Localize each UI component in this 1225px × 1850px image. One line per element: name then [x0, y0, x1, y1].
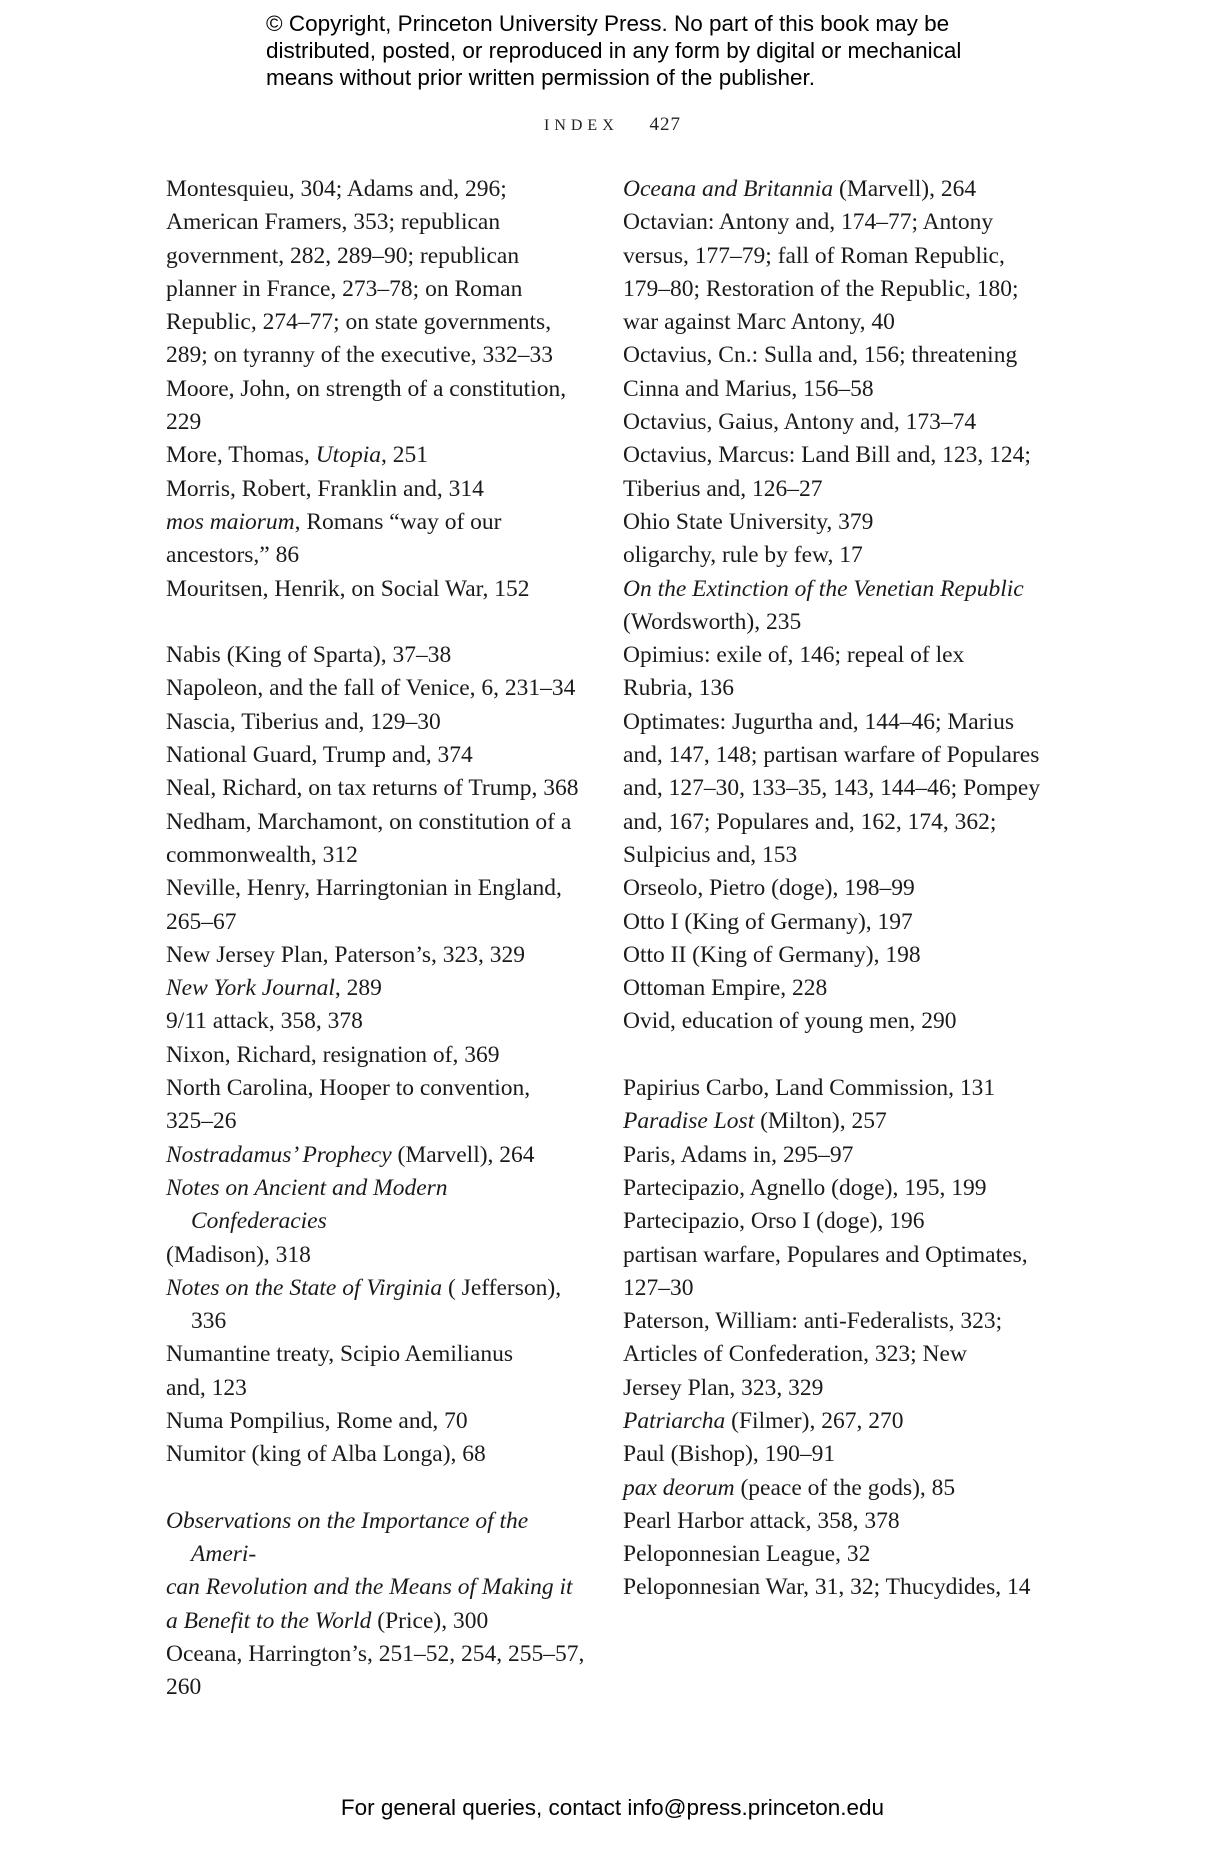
index-entry-text: Tiberius and, 126–27 — [623, 475, 823, 502]
index-entry-text: Peloponnesian War, 31, 32; Thucydides, 14 — [623, 1574, 1031, 1601]
index-entry-text: Opimius: exile of, 146; repeal of lex — [623, 642, 965, 669]
index-entry-text: Morris, Robert, Franklin and, 314 — [166, 475, 484, 502]
copyright-line: © Copyright, Princeton University Press. No part of this book may be — [266, 11, 950, 36]
index-entry — [166, 872, 586, 939]
page-number: 427 — [649, 114, 681, 135]
index-column-right — [623, 173, 1043, 1605]
index-entry — [623, 939, 1043, 972]
index-entry-text: More, Thomas, — [166, 442, 316, 469]
index-entry — [166, 173, 586, 373]
index-entry-text: Republic, 274–77; on state governments, — [166, 309, 552, 336]
index-entry — [623, 972, 1043, 1005]
index-entry-italic: Notes on Ancient and Modern Confederacies — [166, 1174, 448, 1235]
index-entry-text: (Milton), 257 — [754, 1108, 887, 1135]
index-entry-italic: Oceana and Britannia — [623, 176, 834, 202]
index-entry-text: Nascia, Tiberius and, 129–30 — [166, 708, 441, 735]
index-entry — [166, 1072, 586, 1139]
index-entry-text: Orseolo, Pietro (doge), 198–99 — [623, 875, 915, 902]
index-entry-text: Pearl Harbor attack, 358, 378 — [623, 1507, 900, 1534]
index-entry-text: Articles of Confederation, 323; New — [623, 1341, 967, 1368]
index-entry — [623, 506, 1043, 539]
index-entry-italic: On the Extinction of the Venetian Republic — [623, 575, 1024, 602]
index-entry-text: commonwealth, 312 — [166, 841, 358, 868]
index-entry — [623, 1571, 1043, 1604]
index-entry-italic: mos maiorum — [166, 508, 295, 535]
index-entry-italic: Paradise Lost — [623, 1108, 755, 1135]
index-entry-text: 260 — [166, 1674, 202, 1701]
index-entry — [166, 672, 586, 705]
index-entry-text: ( Jefferson), 336 — [191, 1274, 562, 1335]
index-entry-text: (Wordsworth), 235 — [623, 608, 802, 635]
index-entry-text: Paterson, William: anti-Federalists, 323; — [623, 1308, 1003, 1335]
index-entry-text: Papirius Carbo, Land Commission, 131 — [623, 1075, 996, 1102]
index-entry-text: Optimates: Jugurtha and, 144–46; Marius — [623, 708, 1014, 735]
index-entry-text: (Marvell), 264 — [391, 1141, 535, 1168]
index-entry — [166, 439, 586, 472]
index-entry-text: Partecipazio, Agnello (doge), 195, 199 — [623, 1174, 987, 1201]
index-entry-text: (Madison), 318 — [166, 1241, 311, 1268]
index-entry-text: Partecipazio, Orso I (doge), 196 — [623, 1208, 925, 1235]
index-entry — [623, 1139, 1043, 1172]
index-entry-text: 127–30 — [623, 1274, 694, 1301]
index-entry — [623, 439, 1043, 506]
index-entry-italic: Notes on the State of Virginia — [166, 1274, 443, 1301]
index-entry-text: versus, 177–79; fall of Roman Republic, — [623, 242, 1005, 269]
index-entry — [166, 1405, 586, 1438]
index-entry-italic: a Benefit to the World — [166, 1607, 372, 1634]
index-entry-text: Rubria, 136 — [623, 675, 734, 702]
index-entry — [623, 1239, 1043, 1306]
index-entry-text: 325–26 — [166, 1108, 237, 1135]
index-entry-text: and, 123 — [166, 1374, 247, 1401]
index-entry — [623, 1305, 1043, 1405]
index-entry — [166, 706, 586, 739]
copyright-line: distributed, posted, or reproduced in any form by digital or mechanical — [266, 38, 962, 63]
index-entry-text: and, 167; Populares and, 162, 174, 362; — [623, 808, 997, 835]
index-entry — [623, 1538, 1043, 1571]
index-entry — [166, 739, 586, 772]
index-entry — [166, 373, 586, 440]
index-entry-text: 265–67 — [166, 908, 237, 935]
index-entry-italic: Utopia — [315, 442, 381, 469]
index-entry — [623, 539, 1043, 572]
index-entry-text: ancestors,” 86 — [166, 542, 300, 569]
index-entry-text: Moore, John, on strength of a constitution, — [166, 375, 567, 402]
index-column-left — [166, 173, 586, 1705]
index-entry-text: Oceana, Harrington’s, 251–52, 254, 255–57, — [166, 1641, 585, 1668]
index-entry-text: planner in France, 273–78; on Roman — [166, 275, 523, 302]
index-entry-text: Sulpicius and, 153 — [623, 841, 798, 868]
index-entry-text: National Guard, Trump and, 374 — [166, 742, 473, 769]
index-entry-text: Ottoman Empire, 228 — [623, 975, 828, 1002]
index-entry — [623, 173, 1043, 206]
index-entry-italic: can Revolution and the Means of Making it — [166, 1574, 573, 1601]
index-entry-italic: Nostradamus’ Prophecy — [166, 1141, 392, 1168]
index-entry-text: Nedham, Marchamont, on constitution of a — [166, 808, 572, 835]
index-entry-text: 229 — [166, 409, 202, 436]
index-entry-text: Montesquieu, 304; Adams and, 296; — [166, 176, 507, 202]
index-entry — [623, 1172, 1043, 1205]
index-entry-text: Octavian: Antony and, 174–77; Antony — [623, 209, 994, 236]
running-head — [0, 114, 1225, 136]
index-entry — [166, 1005, 586, 1038]
index-entry-text: (Price), 300 — [371, 1607, 489, 1634]
index-entry — [623, 906, 1043, 939]
index-entry — [623, 206, 1043, 339]
index-entry-italic: Patriarcha — [623, 1407, 726, 1434]
index-entry — [623, 1438, 1043, 1471]
index-entry-text: Napoleon, and the fall of Venice, 6, 231–34 — [166, 675, 576, 702]
index-entry-text: Ohio State University, 379 — [623, 508, 874, 535]
index-entry-text: (Filmer), 267, 270 — [725, 1407, 904, 1434]
footer-contact: For general queries, contact info@press.princeton.edu — [340, 1795, 885, 1820]
index-entry-text: , 251 — [380, 442, 428, 469]
index-entry-text: Octavius, Cn.: Sulla and, 156; threatening — [623, 342, 1018, 369]
index-entry — [166, 573, 586, 606]
index-entry — [623, 1005, 1043, 1038]
index-entry — [166, 1039, 586, 1072]
index-entry — [166, 1272, 586, 1339]
index-entry — [166, 506, 586, 573]
index-entry-text: Numa Pompilius, Rome and, 70 — [166, 1407, 468, 1434]
index-entry-text: oligarchy, rule by few, 17 — [623, 542, 863, 569]
letter-section-gap — [166, 1472, 586, 1505]
index-entry-italic: New York Journal — [166, 975, 335, 1002]
index-entry — [166, 1505, 586, 1638]
index-entry-text: 9/11 attack, 358, 378 — [166, 1008, 363, 1035]
index-entry-text: Mouritsen, Henrik, on Social War, 152 — [166, 575, 530, 602]
index-entry-italic: pax deorum — [623, 1474, 735, 1501]
index-entry-text: Ovid, education of young men, 290 — [623, 1008, 957, 1035]
index-entry — [166, 939, 586, 972]
index-entry-text: and, 127–30, 133–35, 143, 144–46; Pompey — [623, 775, 1041, 802]
index-entry-text: North Carolina, Hooper to convention, — [166, 1075, 531, 1102]
index-entry — [166, 1172, 586, 1272]
index-entry-text: partisan warfare, Populares and Optimates, — [623, 1241, 1028, 1268]
index-entry — [623, 1472, 1043, 1505]
index-entry — [166, 1638, 586, 1705]
index-entry-text: government, 282, 289–90; republican — [166, 242, 520, 269]
index-entry — [623, 406, 1043, 439]
index-entry — [166, 639, 586, 672]
index-entry — [166, 1438, 586, 1471]
index-entry-text: , Romans “way of our — [294, 508, 502, 535]
index-entry-text: 179–80; Restoration of the Republic, 180; — [623, 275, 1019, 302]
index-entry-italic: Observations on the Importance of the Ameri- — [166, 1507, 529, 1568]
copyright-line: means without prior written permission of the publisher. — [266, 65, 816, 90]
index-entry-text: Otto II (King of Germany), 198 — [623, 941, 921, 968]
index-entry-text: Octavius, Gaius, Antony and, 173–74 — [623, 409, 977, 436]
index-entry — [623, 706, 1043, 872]
index-entry-text: Neville, Henry, Harringtonian in England, — [166, 875, 562, 902]
index-entry-text: Numantine treaty, Scipio Aemilianus — [166, 1341, 513, 1368]
index-entry — [623, 339, 1043, 406]
index-entry-text: Numitor (king of Alba Longa), 68 — [166, 1441, 486, 1468]
index-entry — [623, 872, 1043, 905]
index-entry-text: Nixon, Richard, resignation of, 369 — [166, 1041, 500, 1068]
index-entry-text: war against Marc Antony, 40 — [623, 309, 895, 336]
index-entry — [623, 1405, 1043, 1438]
index-entry-text: (peace of the gods), 85 — [734, 1474, 956, 1501]
index-entry — [166, 1338, 586, 1405]
index-entry-text: Paul (Bishop), 190–91 — [623, 1441, 836, 1468]
index-entry-text: New Jersey Plan, Paterson’s, 323, 329 — [166, 941, 525, 968]
index-entry — [623, 1072, 1043, 1105]
index-entry — [166, 772, 586, 805]
index-entry-text: , 289 — [334, 975, 382, 1002]
index-entry-text: Otto I (King of Germany), 197 — [623, 908, 913, 935]
letter-section-gap — [166, 606, 586, 639]
index-entry — [166, 1139, 586, 1172]
index-entry — [166, 806, 586, 873]
index-entry — [623, 1205, 1043, 1238]
index-entry-text: Cinna and Marius, 156–58 — [623, 375, 874, 402]
index-entry-text: 289; on tyranny of the executive, 332–33 — [166, 342, 554, 369]
index-entry-text: American Framers, 353; republican — [166, 209, 501, 236]
index-entry-text: and, 147, 148; partisan warfare of Populares — [623, 742, 1040, 769]
index-entry-text: Octavius, Marcus: Land Bill and, 123, 124; — [623, 442, 1031, 469]
index-entry — [166, 473, 586, 506]
running-head-label: INDEX — [543, 117, 619, 134]
index-entry-text: Paris, Adams in, 295–97 — [623, 1141, 854, 1168]
index-entry-text: Peloponnesian League, 32 — [623, 1541, 871, 1568]
index-entry-text: Jersey Plan, 323, 329 — [623, 1374, 824, 1401]
index-entry-text: Nabis (King of Sparta), 37–38 — [166, 642, 452, 669]
letter-section-gap — [623, 1039, 1043, 1072]
index-entry — [623, 1505, 1043, 1538]
copyright-notice — [266, 10, 1026, 91]
index-entry — [623, 1105, 1043, 1138]
index-entry-text: Neal, Richard, on tax returns of Trump, 368 — [166, 775, 579, 802]
index-entry — [623, 639, 1043, 706]
index-entry — [623, 573, 1043, 640]
index-entry-text: (Marvell), 264 — [833, 176, 977, 202]
index-entry — [166, 972, 586, 1005]
